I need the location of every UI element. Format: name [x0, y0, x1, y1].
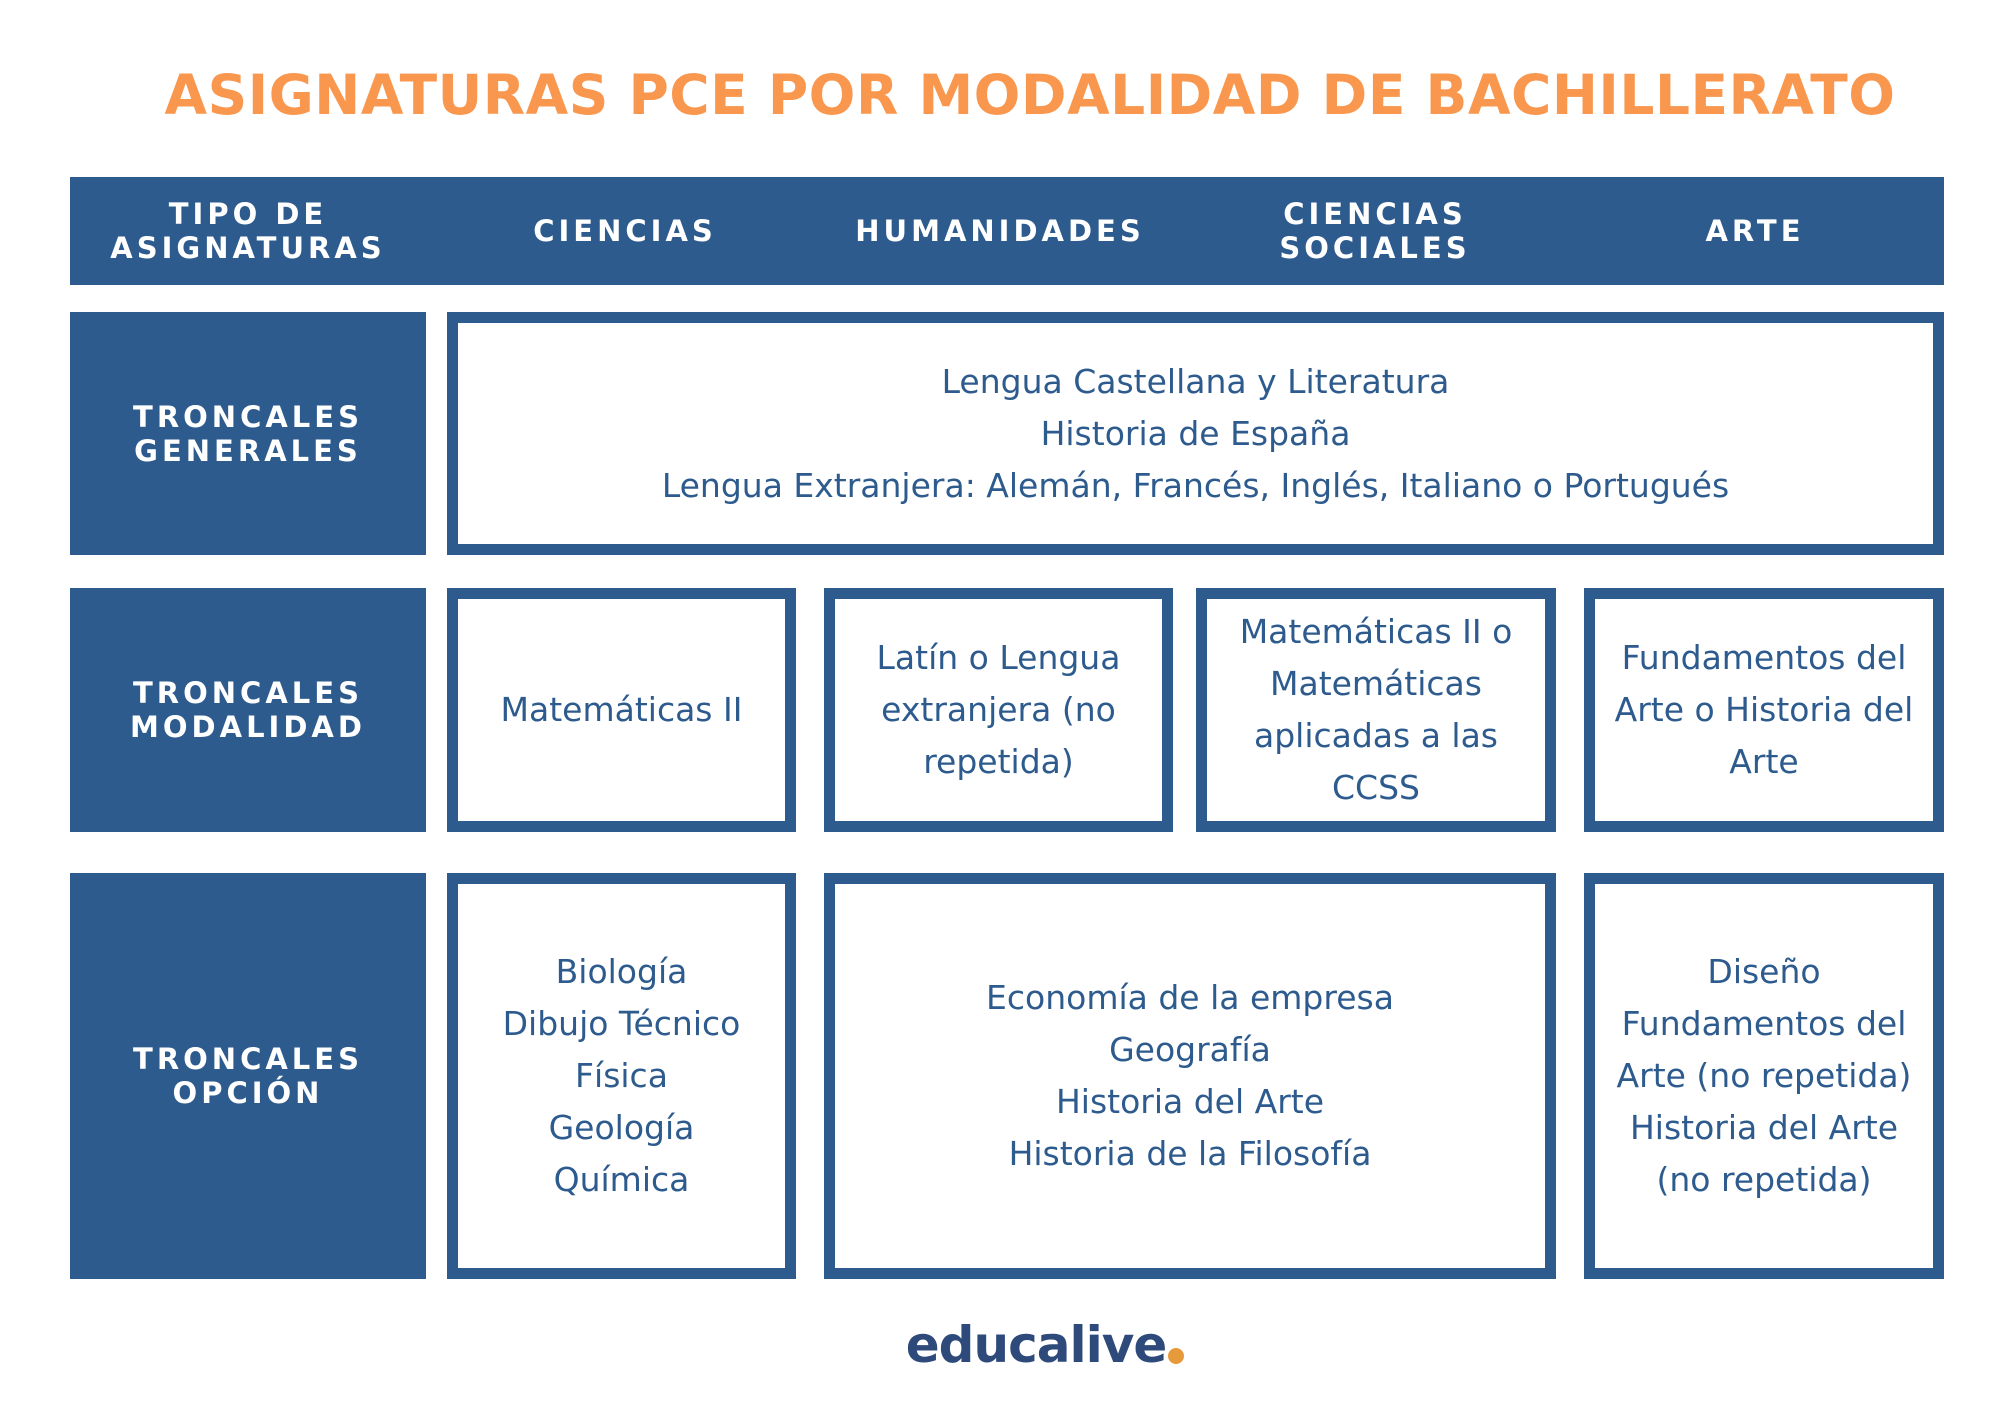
cell-modalidad-sociales [1196, 588, 1556, 832]
row-label-opcion: TRONCALES OPCIÓN [70, 873, 426, 1279]
row-label-generales: TRONCALES GENERALES [70, 312, 426, 555]
cell-modalidad-humanidades [824, 588, 1173, 832]
cell-opcion-arte [1584, 873, 1944, 1279]
header-tipo: TIPO DE ASIGNATURAS [110, 197, 386, 265]
generales-line: Historia de España [1040, 413, 1351, 453]
cell-opcion-compartidas [824, 873, 1556, 1279]
header-ciencias: CIENCIAS [533, 214, 717, 248]
modalidad-ciencias-text: Matemáticas II [500, 690, 743, 729]
generales-line: Lengua Castellana y Literatura [941, 361, 1450, 401]
modalidad-humanidades-text: Latín o Lengua extranjera (no repetida) [876, 638, 1121, 781]
header-ciencias-sociales: CIENCIAS SOCIALES [1279, 197, 1471, 265]
opcion-compartidas-item: Geografía [1109, 1030, 1271, 1069]
row-label-modalidad: TRONCALES MODALIDAD [70, 588, 426, 832]
logo-dot-icon [1168, 1348, 1184, 1364]
opcion-ciencias-item: Geología [548, 1108, 695, 1147]
opcion-compartidas-item: Economía de la empresa [986, 978, 1394, 1017]
modalidad-sociales-text: Matemáticas II o Matemáticas aplicadas a las CCSS [1239, 612, 1513, 807]
logo-text: educalive [905, 1316, 1167, 1374]
table-header [70, 177, 1944, 285]
cell-modalidad-arte [1584, 588, 1944, 832]
opcion-ciencias-item: Biología [555, 952, 688, 991]
cell-modalidad-ciencias [447, 588, 796, 832]
opcion-ciencias-item: Dibujo Técnico [502, 1004, 741, 1043]
educalive-logo [0, 1310, 2000, 1380]
cell-generales [447, 312, 1944, 555]
opcion-ciencias-item: Química [553, 1160, 690, 1199]
opcion-arte-item: Diseño [1707, 952, 1821, 991]
modalidad-arte-text: Fundamentos del Arte o Historia del Arte [1614, 638, 1914, 781]
cell-opcion-ciencias [447, 873, 796, 1279]
opcion-arte-item: Historia del Arte (no repetida) [1629, 1108, 1899, 1199]
header-humanidades: HUMANIDADES [855, 214, 1145, 248]
opcion-compartidas-item: Historia del Arte [1055, 1082, 1325, 1121]
opcion-arte-item: Fundamentos del Arte (no repetida) [1616, 1004, 1912, 1095]
opcion-ciencias-item: Física [575, 1056, 668, 1095]
opcion-compartidas-item: Historia de la Filosofía [1008, 1134, 1372, 1173]
header-arte: ARTE [1705, 214, 1805, 248]
generales-line: Lengua Extranjera: Alemán, Francés, Inglés, Italiano o Portugués [661, 465, 1730, 505]
page-title: ASIGNATURAS PCE POR MODALIDAD DE BACHILLERATO [164, 63, 1896, 127]
